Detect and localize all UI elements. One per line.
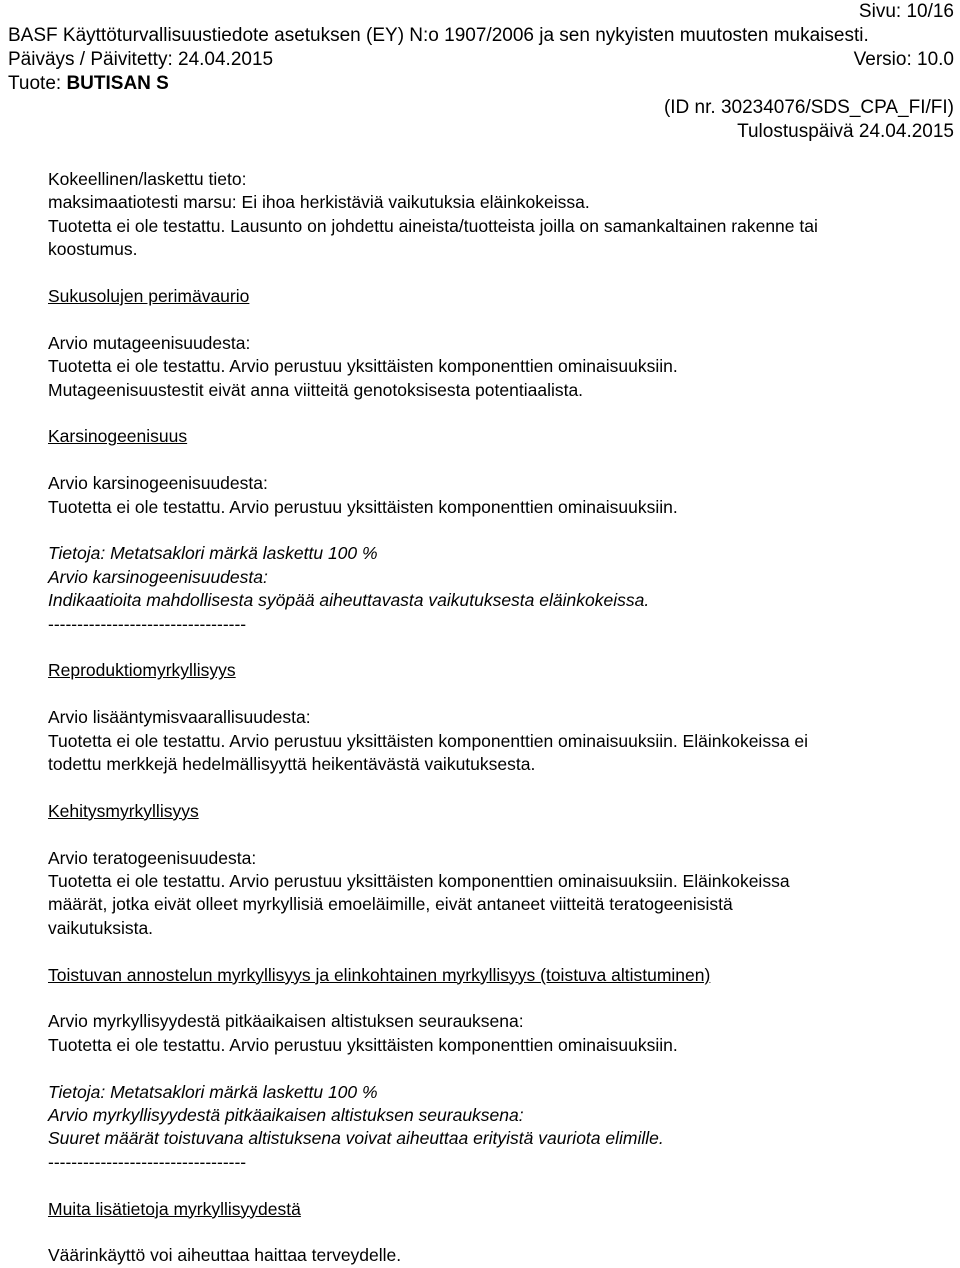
assessment-text: Tuotetta ei ole testattu. Arvio perustuu yksittäisten komponenttien ominaisuuksiin. Eläinkokeissa [48, 871, 790, 892]
assessment-label: Arvio myrkyllisyydestä pitkäaikaisen altistuksen seurauksena: [48, 1011, 524, 1032]
section-heading-other-info: Muita lisätietoja myrkyllisyydestä [48, 1198, 301, 1219]
intro-line: Kokeellinen/laskettu tieto: [48, 169, 247, 189]
assessment-text: todettu merkkejä hedelmällisyyttä heikentävästä vaikutuksesta. [48, 754, 536, 775]
separator: ---------------------------------- [48, 613, 247, 634]
section-heading-mutagenicity: Sukusolujen perimävaurio [48, 286, 250, 307]
assessment-text: vaikutuksista. [48, 917, 154, 938]
assessment-label: Arvio mutageenisuudesta: [48, 332, 251, 353]
assessment-text: Tuotetta ei ole testattu. Arvio perustuu yksittäisten komponenttien ominaisuuksiin. Eläinkokeissa ei [48, 730, 809, 751]
header-row-id [6, 96, 954, 120]
section-heading-carcinogenicity: Karsinogeenisuus [48, 426, 188, 447]
version: Versio: 10.0 [853, 49, 954, 70]
header-row-print [6, 120, 954, 144]
header-row-title [6, 24, 954, 48]
page-number: Sivu: 10/16 [858, 1, 954, 22]
assessment-label: Arvio karsinogeenisuudesta: [48, 473, 268, 494]
separator: ---------------------------------- [48, 1151, 247, 1172]
product-line [8, 72, 169, 96]
section-heading-reproduction: Reproduktiomyrkyllisyys [48, 660, 236, 681]
component-info: Arvio karsinogeenisuudesta: [48, 566, 268, 587]
document-title: BASF Käyttöturvallisuustiedote asetuksen (EY) N:o 1907/2006 ja sen nykyisten muutosten mukaisesti. [8, 25, 869, 46]
intro-line: koostumus. [48, 239, 138, 260]
print-date: Tulostuspäivä 24.04.2015 [737, 121, 954, 142]
assessment-text: Väärinkäyttö voi aiheuttaa haittaa terveydelle. [48, 1245, 402, 1266]
product-prefix: Tuote: [8, 73, 67, 94]
document-body [48, 168, 948, 1268]
assessment-text: Mutageenisuustestit eivät anna viitteitä genotoksisesta potentiaalista. [48, 379, 584, 400]
intro-line: Tuotetta ei ole testattu. Lausunto on johdettu aineista/tuotteista joilla on samankaltainen rakenne tai [48, 215, 818, 236]
assessment-text: Tuotetta ei ole testattu. Arvio perustuu yksittäisten komponenttien ominaisuuksiin. [48, 356, 678, 377]
intro-line: maksimaatiotesti marsu: Ei ihoa herkistäviä vaikutuksia eläinkokeissa. [48, 192, 590, 213]
product-name: BUTISAN S [66, 73, 169, 94]
assessment-text: määrät, jotka eivät olleet myrkyllisiä emoeläimille, eivät antaneet viitteitä teratogeenisistä [48, 894, 733, 915]
component-info: Arvio myrkyllisyydestä pitkäaikaisen altistuksen seurauksena: [48, 1105, 524, 1126]
header-row-page [6, 0, 954, 24]
revision-date: Päiväys / Päivitetty: 24.04.2015 [8, 49, 274, 70]
page-header [6, 0, 954, 144]
header-row-date [6, 48, 954, 72]
component-info: Tietoja: Metatsaklori märkä laskettu 100 % [48, 543, 378, 564]
id-number: (ID nr. 30234076/SDS_CPA_FI/FI) [663, 97, 954, 118]
assessment-text: Tuotetta ei ole testattu. Arvio perustuu yksittäisten komponenttien ominaisuuksiin. [48, 496, 678, 517]
assessment-text: Tuotetta ei ole testattu. Arvio perustuu yksittäisten komponenttien ominaisuuksiin. [48, 1034, 678, 1055]
component-info: Indikaatioita mahdollisesta syöpää aiheuttavasta vaikutuksesta eläinkokeissa. [48, 590, 650, 611]
component-info: Tietoja: Metatsaklori märkä laskettu 100 % [48, 1081, 378, 1102]
header-row-product [6, 72, 954, 96]
section-heading-repeated-dose: Toistuvan annostelun myrkyllisyys ja elinkohtainen myrkyllisyys (toistuva altistuminen) [48, 964, 711, 985]
section-heading-development: Kehitysmyrkyllisyys [48, 800, 199, 821]
assessment-label: Arvio lisääntymisvaarallisuudesta: [48, 707, 311, 728]
component-info: Suuret määrät toistuvana altistuksena voivat aiheuttaa erityistä vauriota elimille. [48, 1128, 664, 1149]
assessment-label: Arvio teratogeenisuudesta: [48, 847, 257, 868]
